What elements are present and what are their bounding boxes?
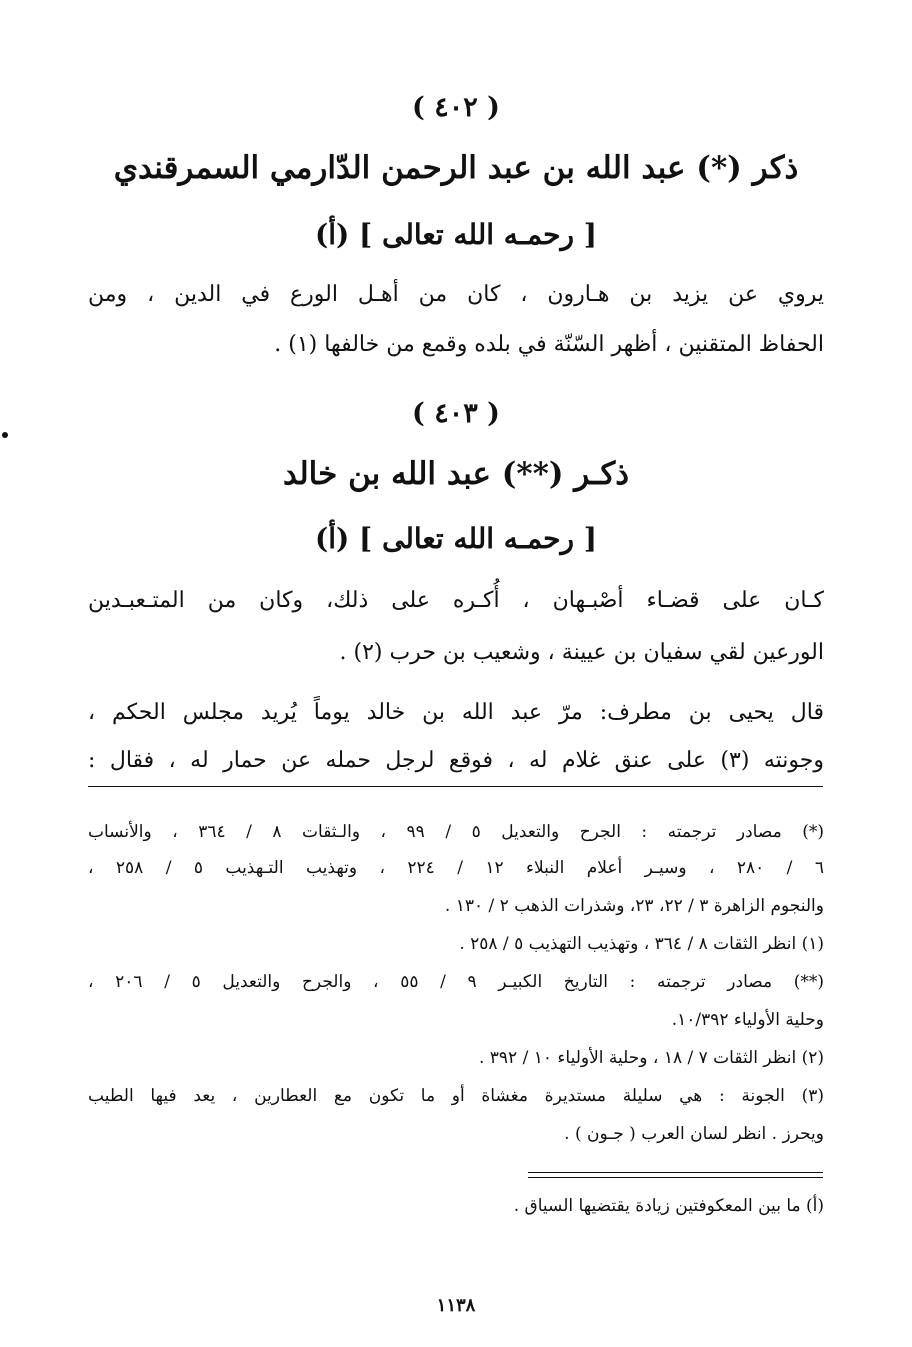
- entry-subtitle-403: [ رحمـه الله تعالى ] (أ): [314, 522, 598, 555]
- editor-note-divider: [528, 1172, 823, 1173]
- entry-title-402: ذكر (*) عبد الله بن عبد الرحمن الدّارمي السمرقندي: [113, 150, 799, 186]
- editor-note: (أ) ما بين المعكوفتين زيادة يقتضيها السياق .: [513, 1196, 824, 1216]
- entry-number-403: ( ٤٠٣ ): [412, 398, 500, 429]
- footnote-line: ٦ / ٢٨٠ ، وسيـر أعلام النبلاء ١٢ / ٢٢٤ ، وتهذيب التـهذيب ٥ / ٢٥٨ ،: [88, 858, 824, 878]
- entry-body-403-line4: وجونته (٣) على عنق غلام له ، فوقع لرجل حمله عن حمار له ، فقال :: [88, 748, 824, 773]
- entry-title-403: ذكـر (**) عبد الله بن خالد: [282, 456, 630, 492]
- entry-number-402: ( ٤٠٢ ): [412, 92, 500, 123]
- entry-body-402-line1: يروي عن يزيد بن هـارون ، كان من أهـل الورع في الدين ، ومن: [88, 282, 824, 307]
- footnote-line: (**) مصادر ترجمته : التاريخ الكبيـر ٩ / ٥٥ ، والجرح والتعديل ٥ / ٢٠٦ ،: [88, 972, 824, 992]
- entry-subtitle-402: [ رحمـه الله تعالى ] (أ): [314, 218, 598, 251]
- editor-note-divider: [528, 1177, 823, 1178]
- footnote-divider: [88, 786, 823, 787]
- entry-body-403-line2: الورعين لقي سفيان بن عيينة ، وشعيب بن حرب (٢) .: [339, 640, 824, 665]
- entry-body-403-line3: قال يحيى بن مطرف: مرّ عبد الله بن خالد يوماً يُريد مجلس الحكم ،: [88, 700, 824, 725]
- footnote-line: (*) مصادر ترجمته : الجرح والتعديل ٥ / ٩٩ ، والـثقات ٨ / ٣٦٤ ، والأنساب: [88, 822, 824, 842]
- entry-body-403-line1: كـان على قضـاء أصْبـهان ، أُكـره على ذلك، وكان من المتـعبـدين: [88, 588, 824, 613]
- margin-dot: [2, 432, 8, 438]
- footnote-line: (٣) الجونة : هي سليلة مستديرة مغشاة أو ما تكون مع العطارين ، يعد فيها الطيب: [88, 1086, 824, 1106]
- page-number: ١١٣٨: [436, 1295, 476, 1316]
- footnote-line: وحلية الأولياء ١٠/٣٩٢.: [671, 1010, 824, 1030]
- footnote-line: والنجوم الزاهرة ٣ / ٢٢، ٢٣، وشذرات الذهب ٢ / ١٣٠ .: [444, 896, 824, 916]
- footnote-line: (١) انظر الثقات ٨ / ٣٦٤ ، وتهذيب التهذيب ٥ / ٢٥٨ .: [459, 934, 824, 954]
- footnote-line: (٢) انظر الثقات ٧ / ١٨ ، وحلية الأولياء ١٠ / ٣٩٢ .: [478, 1048, 824, 1068]
- footnote-line: ويحرز . انظر لسان العرب ( جـون ) .: [564, 1124, 824, 1144]
- entry-body-402-line2: الحفاظ المتقنين ، أظهر السّنّة في بلده وقمع من خالفها (١) .: [274, 332, 824, 357]
